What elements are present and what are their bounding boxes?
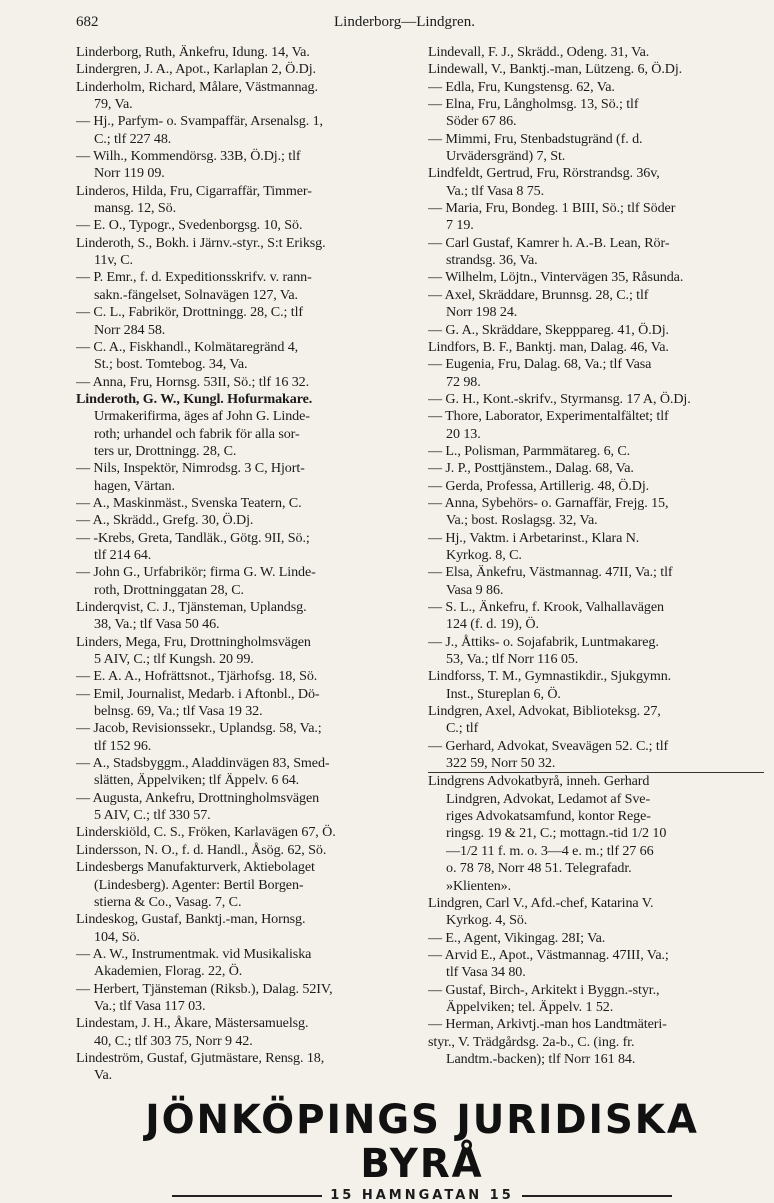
directory-line: 20 13. [446,425,481,442]
directory-line: — Herbert, Tjänsteman (Riksb.), Dalag. 52IV, [76,980,333,997]
page-header [76,10,754,34]
directory-line: — G. H., Kont.-skrifv., Styrmansg. 17 A, Ö.Dj. [428,390,691,407]
directory-line: — Eugenia, Fru, Dalag. 68, Va.; tlf Vasa [428,356,652,373]
directory-line: — E. O., Typogr., Svedenborgsg. 10, Sö. [76,217,303,234]
directory-line: riges Advokatsamfund, kontor Rege- [446,808,651,825]
directory-line: Kyrkog. 4, Sö. [446,912,528,929]
directory-line: Linders, Mega, Fru, Drottningholmsvägen [76,633,311,650]
directory-line: Lindesbergs Manufakturverk, Aktiebolaget [76,859,315,876]
directory-line: — Carl Gustaf, Kamrer h. A.-B. Lean, Rör- [428,234,670,251]
directory-line: — Gerda, Professa, Artillerig. 48, Ö.Dj. [428,477,650,494]
directory-line: — Wilhelm, Löjtn., Vintervägen 35, Råsunda. [428,269,684,286]
left-column [76,44,420,1085]
directory-line: (Lindesberg). Agenter: Bertil Borgen- [94,876,304,893]
directory-line: hagen, Värtan. [94,477,175,494]
directory-line: Linderholm, Richard, Målare, Västmannag. [76,78,318,95]
directory-line: Akademien, Florag. 22, Ö. [94,963,243,980]
directory-line: Lindgren, Advokat, Ledamot af Sve- [446,790,651,807]
directory-line: Va.; tlf Vasa 117 03. [94,997,206,1014]
directory-line: — Nils, Inspektör, Nimrodsg. 3 C, Hjort- [76,460,305,477]
directory-line: — Gustaf, Birch-, Arkitekt i Byggn.-styr., [428,981,660,998]
directory-line: Norr 119 09. [94,165,165,182]
directory-line: Vasa 9 86. [446,581,504,598]
directory-line: Linderoth, G. W., Kungl. Hofurmakare. [76,390,313,407]
directory-line: C.; tlf 227 48. [94,130,172,147]
directory-line: — -Krebs, Greta, Tandläk., Götg. 9II, Sö.; [76,529,310,546]
directory-line: Norr 198 24. [446,304,518,321]
directory-line: — S. L., Änkefru, f. Krook, Valhallavägen [428,599,664,615]
directory-line: Lindeström, Gustaf, Gjutmästare, Rensg. 18, [76,1049,325,1066]
directory-line: Lindevall, F. J., Skrädd., Odeng. 31, Va. [428,44,650,60]
directory-line: Urmakerifirma, äges af John G. Linde- [94,408,310,425]
directory-line: 322 59, Norr 50 32. [446,755,556,772]
directory-line: — Herman, Arkivtj.-man hos Landtmäteri- [428,1016,667,1033]
directory-line: Linderoth, S., Bokh. i Järnv.-styr., S:t Eriksg. [76,234,326,251]
directory-line: — Anna, Fru, Hornsg. 53II, Sö.; tlf 16 32. [76,373,310,390]
directory-line: Lindestam, J. H., Åkare, Mästersamuelsg. [76,1015,309,1032]
directory-line: 124 (f. d. 19), Ö. [446,616,539,633]
page-number: 682 [76,14,99,30]
directory-line: —1/2 11 f. m. o. 3—4 e. m.; tlf 27 66 [446,842,654,859]
directory-line: Söder 67 86. [446,113,517,130]
directory-line: — Hj., Vaktm. i Arbetarinst., Klara N. [428,529,640,546]
directory-line: Lindforss, T. M., Gymnastikdir., Sjukgymn. [428,668,672,685]
directory-line: Lindfors, B. F., Banktj. man, Dalag. 46, Va. [428,338,669,355]
directory-line: — Augusta, Ankefru, Drottningholmsvägen [76,789,320,806]
directory-line: — L., Polisman, Parmmätareg. 6, C. [428,442,631,459]
directory-line: — Elsa, Änkefru, Västmannag. 47II, Va.; tlf [428,564,673,581]
directory-line: belnsg. 69, Va.; tlf Vasa 19 32. [94,703,263,720]
left-rule [172,1195,322,1197]
directory-line: — Edla, Fru, Kungstensg. 62, Va. [428,78,615,95]
directory-line: o. 78 78, Norr 48 51. Telegrafadr. [446,860,632,877]
directory-line: mansg. 12, Sö. [94,200,176,217]
directory-line: Lindgren, Carl V., Afd.-chef, Katarina V. [428,894,654,911]
directory-line: Inst., Stureplan 6, Ö. [446,685,561,702]
directory-line: Lindergren, J. A., Apot., Karlaplan 2, Ö.Dj. [76,61,316,78]
directory-line: 11v, C. [94,252,133,269]
page-title: Linderborg—Lindgren. [334,14,475,30]
directory-line: — Anna, Sybehörs- o. Garnaffär, Frejg. 15, [428,494,669,511]
directory-line: 72 98. [446,373,481,390]
directory-line: styr., V. Trädgårdsg. 2a-b., C. (ing. fr. [428,1033,635,1050]
directory-line: roth; urhandel och fabrik för alla sor- [94,425,300,442]
directory-line: — Wilh., Kommendörsg. 33B, Ö.Dj.; tlf [76,148,301,165]
directory-line: ringsg. 19 & 21, C.; mottagn.-tid 1/2 10 [446,825,667,842]
directory-line: — A. W., Instrumentmak. vid Musikaliska [76,945,312,962]
directory-line: ters ur, Drottningg. 28, C. [94,442,237,459]
advertisement-address-line [88,1188,756,1203]
directory-line: — Thore, Laborator, Experimentalfältet; tlf [428,408,669,425]
right-column [428,44,764,1068]
directory-line: tlf 214 64. [94,546,152,563]
directory-line: slätten, Äppelviken; tlf Äppelv. 6 64. [94,772,300,789]
directory-line: — Jacob, Revisionssekr., Uplandsg. 58, Va.; [76,720,322,737]
advertisement-title: JÖNKÖPINGS JURIDISKA BYRÅ [145,1097,699,1187]
directory-line: — J., Åttiks- o. Sojafabrik, Luntmakareg. [428,633,659,650]
directory-line: 79, Va. [94,96,133,113]
directory-line: Linderborg, Ruth, Änkefru, Idung. 14, Va. [76,44,310,60]
directory-line: Va.; tlf Vasa 8 75. [446,182,545,199]
directory-line: Linderqvist, C. J., Tjänsteman, Uplandsg. [76,599,307,615]
directory-line: 5 AIV, C.; tlf 330 57. [94,807,211,824]
directory-line: »Klienten». [446,877,512,894]
directory-line: — C. A., Fiskhandl., Kolmätaregränd 4, [76,338,299,355]
directory-line: strandsg. 36, Va. [446,252,538,269]
directory-line: Lindeskog, Gustaf, Banktj.-man, Hornsg. [76,911,306,928]
directory-line: — Gerhard, Advokat, Sveavägen 52. C.; tlf [428,737,669,754]
directory-line: Äppelviken; tel. Äppelv. 1 52. [446,998,614,1015]
directory-line: Lindgrens Advokatbyrå, inneh. Gerhard [428,772,764,790]
directory-line: — Hj., Parfym- o. Svampaffär, Arsenalsg. 1, [76,113,323,130]
directory-line: St.; bost. Tomtebog. 34, Va. [94,356,248,373]
directory-line: — P. Emr., f. d. Expeditionsskrifv. v. rann- [76,269,312,286]
directory-line: — Arvid E., Apot., Västmannag. 47III, Va.; [428,946,669,963]
directory-line: — A., Skrädd., Grefg. 30, Ö.Dj. [76,512,254,529]
directory-line: Va.; bost. Roslagsg. 32, Va. [446,512,598,529]
directory-line: — A., Stadsbyggm., Aladdinvägen 83, Smed- [76,755,330,772]
directory-line: — Elna, Fru, Långholmsg. 13, Sö.; tlf [428,96,639,113]
directory-line: stierna & Co., Vasag. 7, C. [94,893,242,910]
directory-line: — E. A. A., Hofrättsnot., Tjärhofsg. 18, Sö. [76,668,318,685]
directory-line: — Emil, Journalist, Medarb. i Aftonbl., Dö- [76,685,320,702]
directory-line: Lindewall, V., Banktj.-man, Lützeng. 6, Ö.Dj. [428,61,683,78]
directory-line: 38, Va.; tlf Vasa 50 46. [94,616,220,633]
directory-line: Linderos, Hilda, Fru, Cigarraffär, Timmer- [76,182,312,199]
directory-line: Linderskiöld, C. S., Fröken, Karlavägen 67, Ö. [76,824,336,841]
advertisement [88,1098,756,1203]
directory-line: — A., Maskinmäst., Svenska Teatern, C. [76,494,302,511]
directory-line: Lindfeldt, Gertrud, Fru, Rörstrandsg. 36v, [428,165,660,182]
directory-line: Lindgren, Axel, Advokat, Biblioteksg. 27, [428,703,661,720]
directory-line: 104, Sö. [94,928,140,945]
right-rule [522,1195,672,1197]
directory-line: — E., Agent, Vikingag. 28I; Va. [428,929,606,946]
directory-line: Va. [94,1067,113,1084]
directory-line: — Mimmi, Fru, Stenbadstugränd (f. d. [428,130,643,147]
directory-line: Urvädersgränd) 7, St. [446,148,566,165]
directory-line: — Maria, Fru, Bondeg. 1 BIII, Sö.; tlf Söder [428,200,676,217]
directory-line: tlf Vasa 34 80. [446,964,526,981]
directory-line: roth, Drottninggatan 28, C. [94,581,244,598]
advertisement-address: 15 HAMNGATAN 15 [330,1188,514,1203]
directory-line: — G. A., Skräddare, Skepppareg. 41, Ö.Dj. [428,321,669,338]
directory-line: tlf 152 96. [94,737,152,754]
directory-line: Lindersson, N. O., f. d. Handl., Åsög. 62, Sö. [76,841,327,858]
directory-line: sakn.-fängelset, Solnavägen 127, Va. [94,286,298,303]
directory-line: 7 19. [446,217,474,234]
directory-line: — John G., Urfabrikör; firma G. W. Linde- [76,564,316,581]
directory-line: 40, C.; tlf 303 75, Norr 9 42. [94,1032,253,1049]
directory-line: Norr 284 58. [94,321,166,338]
directory-line: Landtm.-backen); tlf Norr 161 84. [446,1050,636,1067]
directory-line: Kyrkog. 8, C. [446,546,522,563]
directory-line: 53, Va.; tlf Norr 116 05. [446,651,579,668]
directory-line: — Axel, Skräddare, Brunnsg. 28, C.; tlf [428,286,649,303]
directory-line: C.; tlf [446,720,479,737]
directory-line: 5 AIV, C.; tlf Kungsh. 20 99. [94,651,254,668]
directory-line: — J. P., Posttjänstem., Dalag. 68, Va. [428,460,634,477]
directory-line: — C. L., Fabrikör, Drottningg. 28, C.; tlf [76,304,303,321]
